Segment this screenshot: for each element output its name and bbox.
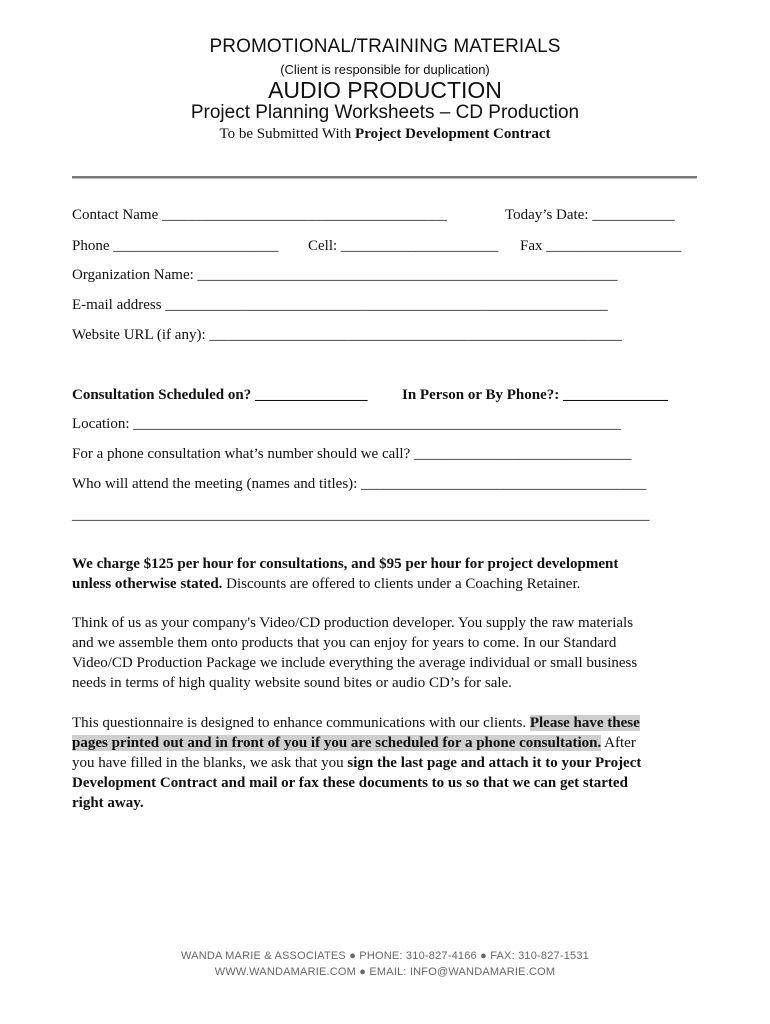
rates-line-2-rest: Discounts are offered to clients under a Coaching Retainer. [222,576,581,592]
section-subheading: Project Planning Worksheets – CD Production [190,102,580,123]
location-field[interactable]: Location: _________________________________________________________________ [72,416,621,432]
footer-web-line: WWW.WANDAMARIE.COM ● EMAIL: INFO@WANDAMARIE.COM [214,966,556,978]
questionnaire-line-3 [72,753,702,773]
questionnaire-line-5-bold: right away. [72,795,144,811]
submission-note-contract: Project Development Contract [355,126,551,142]
questionnaire-line-3-text: you have filled in the blanks, we ask that you [72,755,348,771]
attendees-field[interactable]: Who will attend the meeting (names and titles): ______________________________________ [72,476,647,492]
questionnaire-line-1 [72,713,702,733]
about-paragraph [72,613,702,693]
rates-line-2 [72,574,702,594]
phone-field[interactable]: Phone ______________________ [72,238,279,254]
questionnaire-line-3-bold: sign the last page and attach it to your Project [347,755,642,771]
about-line: needs in terms of high quality website sound bites or audio CD’s for sale. [72,675,512,691]
questionnaire-line-4 [72,773,702,793]
website-field[interactable]: Website URL (if any): _______________________________________________________ [72,327,622,343]
fax-field[interactable]: Fax __________________ [520,238,682,254]
rates-line-2-bold: unless otherwise stated. [72,576,223,592]
rates-paragraph [72,554,702,594]
questionnaire-paragraph [72,713,702,813]
consultation-date-field[interactable] [72,386,367,404]
consultation-date-label: Consultation Scheduled on? _______________ [72,387,368,403]
questionnaire-line-2-rest: After [601,735,636,751]
rates-line-1-text: We charge $125 per hour for consultations, and $95 per hour for project development [72,556,619,572]
questionnaire-line-4-bold: Development Contract and mail or fax these documents to us so that we can get started [72,775,628,791]
section-heading: AUDIO PRODUCTION [268,77,502,103]
about-line: and we assemble them onto products that you can enjoy for years to come. In our Standard [72,635,617,651]
submission-note [0,126,770,143]
attendees-continuation-field[interactable]: _____________________________________________________________________________ [72,507,650,523]
todays-date-field[interactable]: Today’s Date: ___________ [505,207,675,223]
meeting-mode-field[interactable] [402,386,668,404]
footer-contact-line: WANDA MARIE & ASSOCIATES ● PHONE: 310-827-4166 ● FAX: 310-827-1531 [181,950,589,962]
meeting-mode-label: In Person or By Phone?: ______________ [402,387,668,403]
contact-name-field[interactable]: Contact Name ______________________________________ [72,207,447,223]
about-line: Think of us as your company's Video/CD production developer. You supply the raw materials [72,615,634,631]
questionnaire-line-2 [72,733,702,753]
submission-note-prefix: To be Submitted With [219,126,356,142]
document-subtitle: (Client is responsible for duplication) [280,62,490,77]
callback-number-field[interactable]: For a phone consultation what’s number should we call? _____________________________ [72,446,632,462]
document-title: PROMOTIONAL/TRAINING MATERIALS [209,36,561,57]
questionnaire-line-1-text: This questionnaire is designed to enhance communications with our clients. [72,715,530,731]
highlighted-instruction: Please have these [529,715,640,731]
highlighted-instruction: pages printed out and in front of you if you are scheduled for a phone consultation. [72,735,602,751]
organization-field[interactable]: Organization Name: ________________________________________________________ [72,267,618,283]
cell-field[interactable]: Cell: _____________________ [308,238,499,254]
about-line: Video/CD Production Package we include everything the average individual or small business [72,655,638,671]
rates-line-1 [72,554,702,574]
header-divider [72,176,697,178]
questionnaire-line-5 [72,793,702,813]
email-field[interactable]: E-mail address ___________________________________________________________ [72,297,608,313]
